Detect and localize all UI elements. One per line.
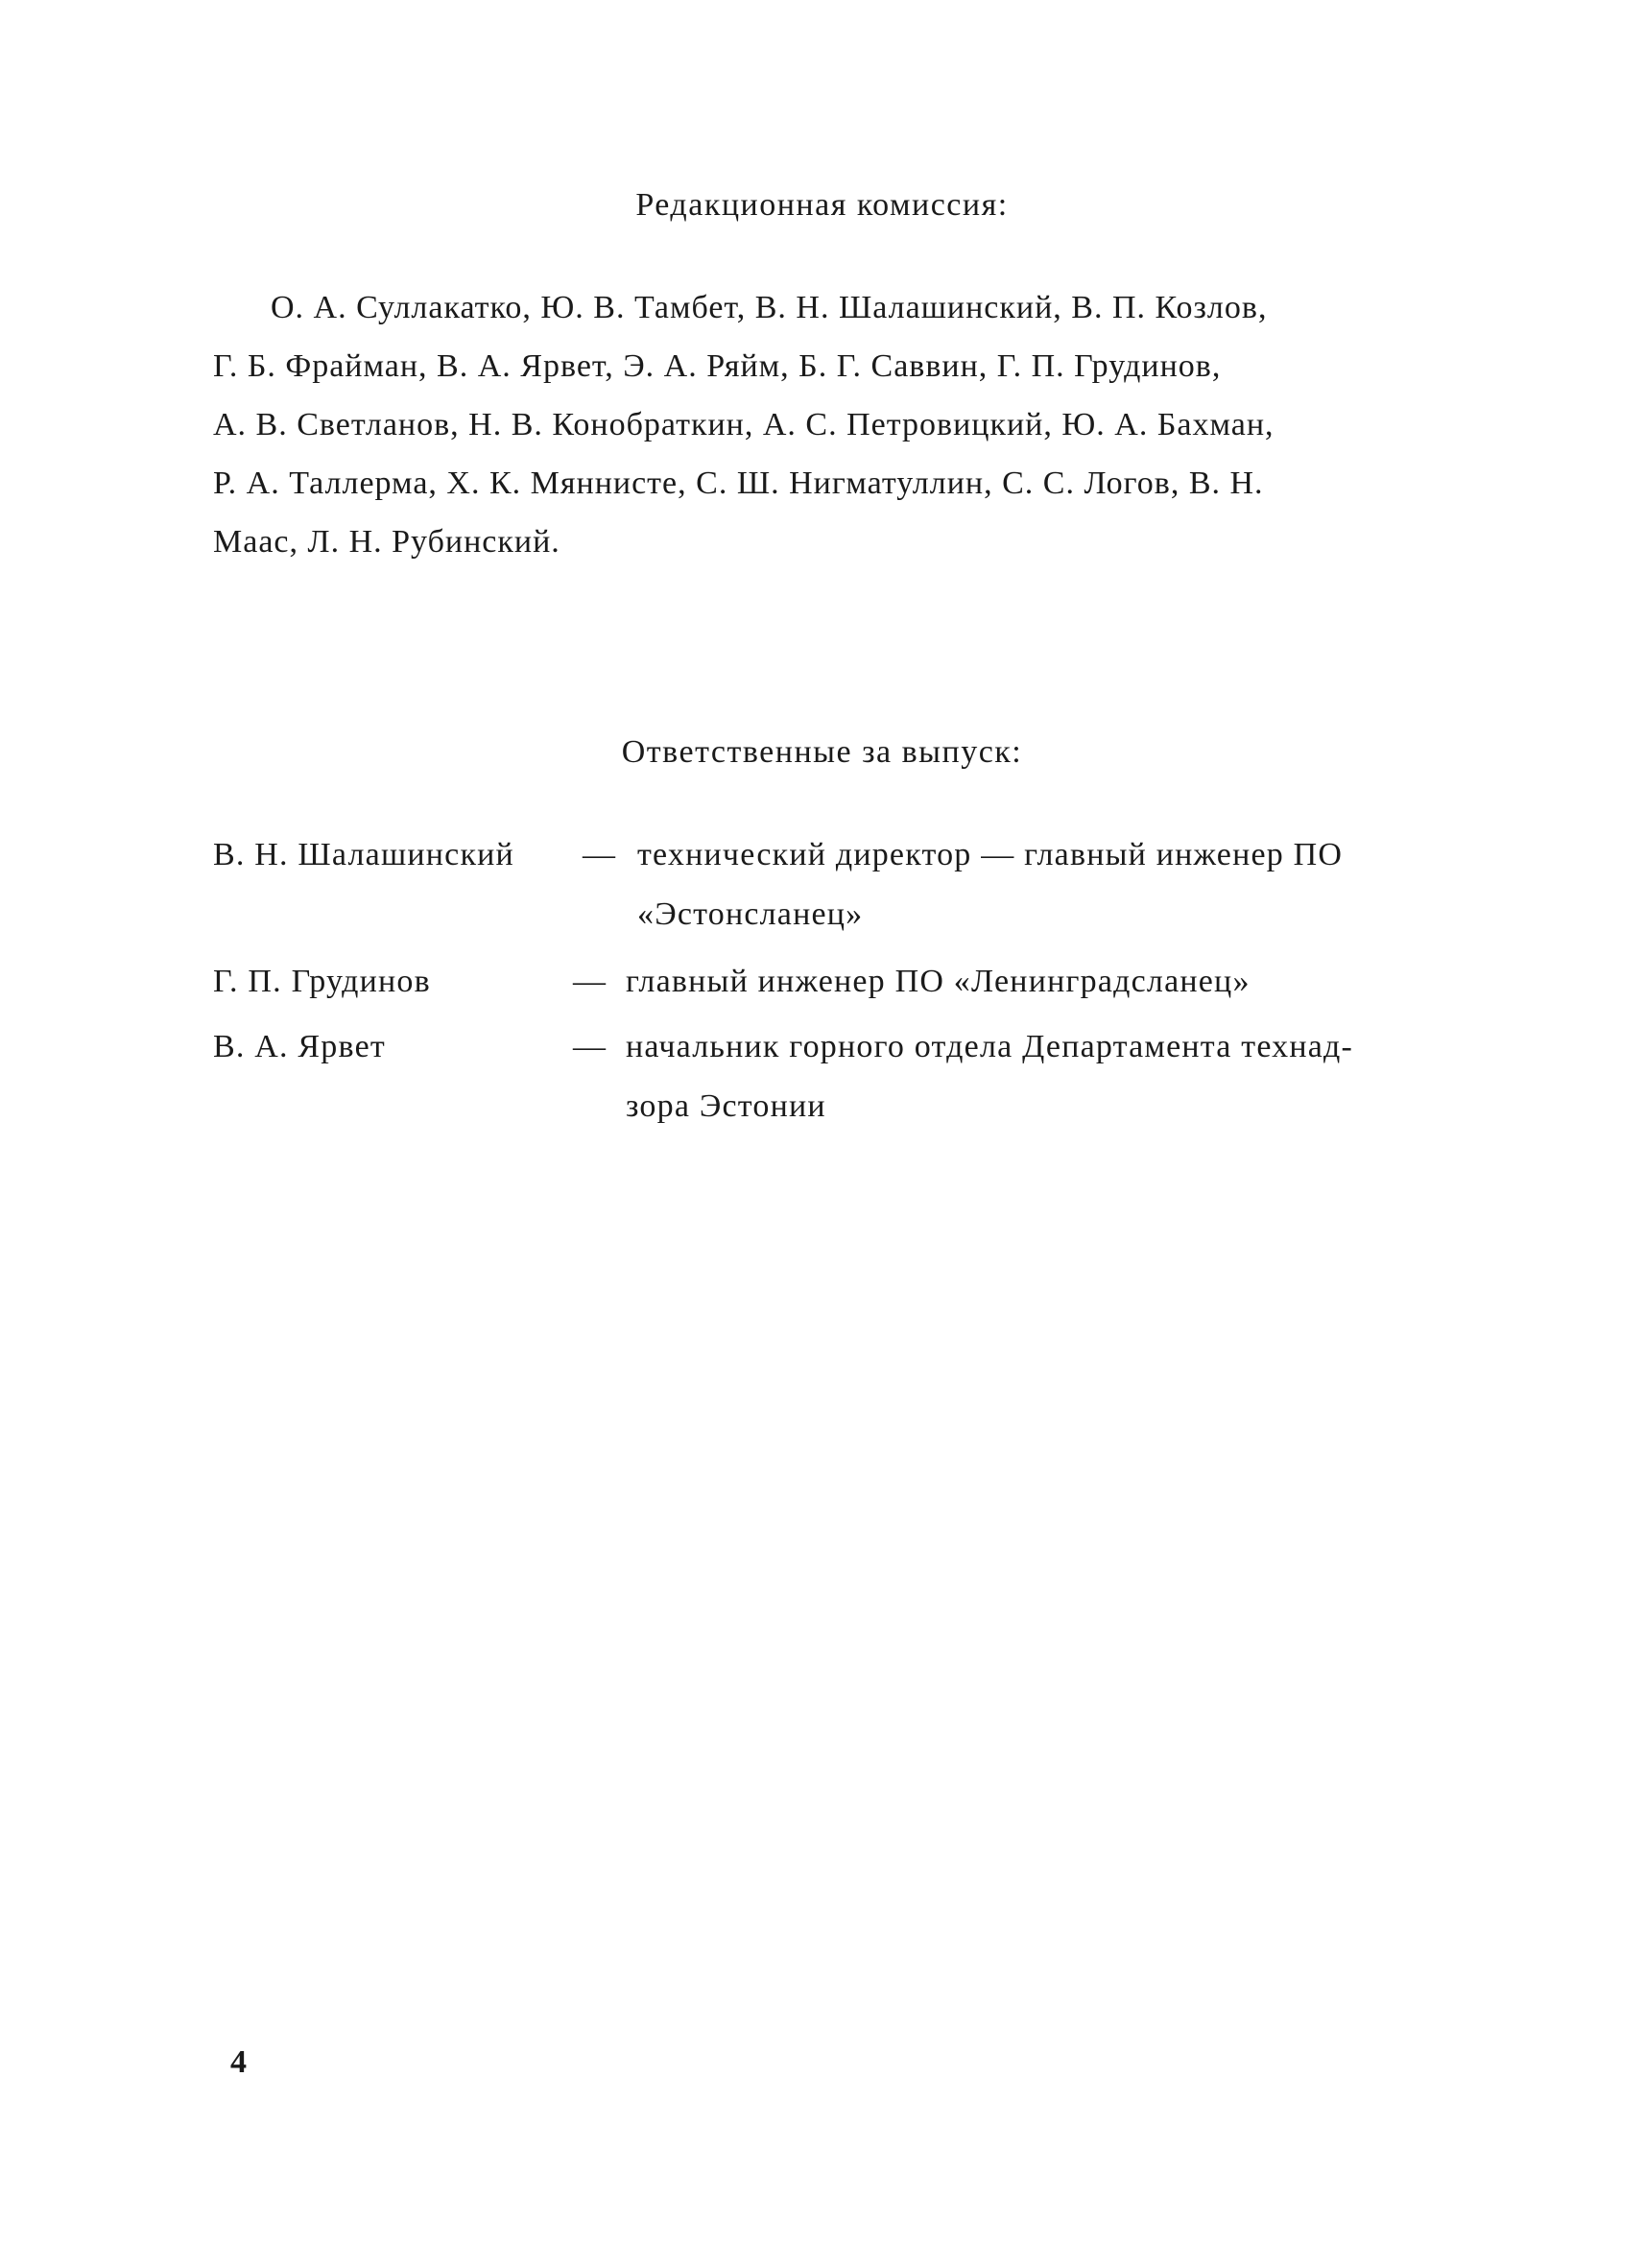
commission-line: Г. Б. Фрайман, В. А. Ярвет, Э. А. Ряйм, Б. Г. Саввин, Г. П. Грудинов, — [213, 348, 1222, 384]
release-entry-description — [626, 952, 1441, 1012]
page-number: 4 — [230, 2044, 247, 2080]
commission-line: Р. А. Таллерма, Х. К. Мяннисте, С. Ш. Нигматуллин, С. С. Логов, В. Н. — [213, 466, 1264, 501]
commission-members — [213, 278, 1437, 571]
commission-line: Маас, Л. Н. Рубинский. — [213, 524, 560, 560]
commission-heading: Редакционная комиссия: — [635, 187, 1009, 223]
release-heading: Ответственные за выпуск: — [621, 734, 1023, 770]
release-entry-name: В. А. Ярвет — [213, 1029, 386, 1064]
release-entry-name: Г. П. Грудинов — [213, 964, 431, 999]
release-entry-dash: — — [573, 1029, 608, 1064]
release-entry-description-line: главный инженер ПО «Ленинградсланец» — [626, 964, 1251, 999]
release-entry-description-line: «Эстонсланец» — [637, 896, 864, 932]
release-entry-description-line: зора Эстонии — [626, 1088, 826, 1124]
release-entry-dash: — — [583, 837, 617, 872]
release-entry-dash: — — [573, 964, 608, 999]
release-entry-description — [626, 1017, 1441, 1136]
release-entry-name: В. Н. Шалашинский — [213, 837, 514, 872]
commission-line: О. А. Суллакатко, Ю. В. Тамбет, В. Н. Шалашинский, В. П. Козлов, — [271, 290, 1268, 325]
release-entry-description — [637, 825, 1453, 944]
commission-line: А. В. Светланов, Н. В. Конобраткин, А. С. Петровицкий, Ю. А. Бахман, — [213, 407, 1275, 442]
release-entry-description-line: технический директор — главный инженер ПО — [637, 837, 1344, 872]
release-entry-description-line: начальник горного отдела Департамента технад- — [626, 1029, 1354, 1064]
